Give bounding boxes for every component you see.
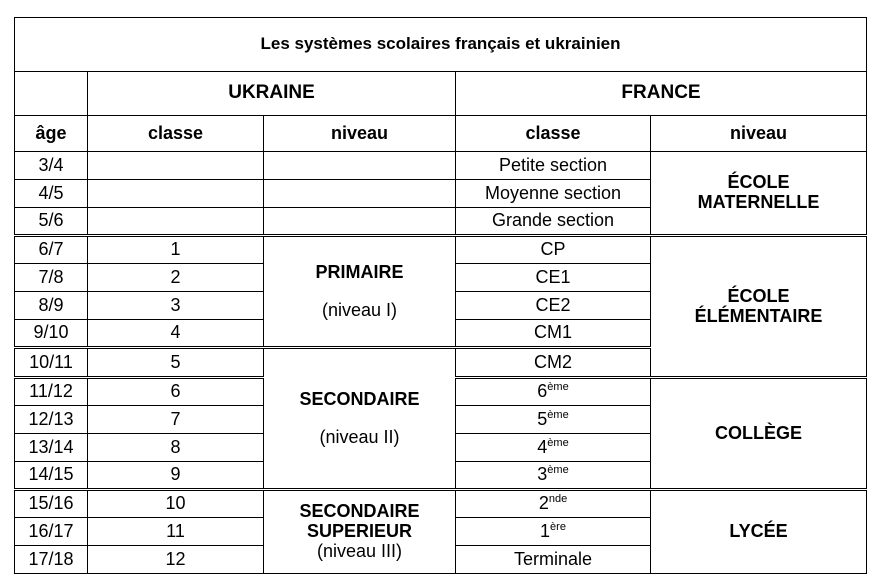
ua-classe-cell: 5 [88,348,264,378]
age-cell: 12/13 [15,406,88,434]
ua-niveau-secondaire: SECONDAIRE (niveau II) [264,348,456,490]
ua-classe-cell [88,208,264,236]
ua-niveau-header: niveau [264,116,456,152]
ua-niveau-empty [264,208,456,236]
age-cell: 6/7 [15,236,88,264]
fr-classe-cell: 1ère [456,518,651,546]
age-cell: 7/8 [15,264,88,292]
fr-classe-cell: 5ème [456,406,651,434]
fr-classe-cell: Grande section [456,208,651,236]
ua-niveau-superieur: SECONDAIRE SUPERIEUR (niveau III) [264,490,456,574]
ua-classe-cell: 2 [88,264,264,292]
fr-classe-cell: 4ème [456,434,651,462]
ua-niveau-primaire: PRIMAIRE (niveau I) [264,236,456,348]
fr-classe-cell: 2nde [456,490,651,518]
table-title: Les systèmes scolaires français et ukrainien [15,18,867,72]
fr-classe-cell: CM1 [456,320,651,348]
age-cell: 11/12 [15,378,88,406]
age-cell: 10/11 [15,348,88,378]
france-header: FRANCE [456,72,867,116]
ua-classe-cell: 9 [88,462,264,490]
fr-classe-cell: CP [456,236,651,264]
fr-niveau-lycee: LYCÉE [651,490,867,574]
fr-niveau-maternelle: ÉCOLE MATERNELLE [651,152,867,236]
fr-niveau-header: niveau [651,116,867,152]
age-cell: 17/18 [15,546,88,574]
fr-classe-cell: 3ème [456,462,651,490]
ua-classe-header: classe [88,116,264,152]
fr-classe-cell: CE1 [456,264,651,292]
empty-corner-cell [15,72,88,116]
ua-classe-cell: 1 [88,236,264,264]
age-header: âge [15,116,88,152]
age-cell: 4/5 [15,180,88,208]
age-cell: 13/14 [15,434,88,462]
age-cell: 14/15 [15,462,88,490]
fr-classe-cell: CE2 [456,292,651,320]
ua-classe-cell: 12 [88,546,264,574]
ua-classe-cell: 10 [88,490,264,518]
fr-classe-cell: 6ème [456,378,651,406]
fr-classe-cell: Terminale [456,546,651,574]
ua-niveau-empty [264,180,456,208]
ua-classe-cell: 8 [88,434,264,462]
age-cell: 16/17 [15,518,88,546]
age-cell: 3/4 [15,152,88,180]
ua-classe-cell [88,180,264,208]
fr-classe-header: classe [456,116,651,152]
ua-niveau-empty [264,152,456,180]
fr-niveau-college: COLLÈGE [651,378,867,490]
ua-classe-cell: 7 [88,406,264,434]
ua-classe-cell [88,152,264,180]
ua-classe-cell: 4 [88,320,264,348]
ukraine-header: UKRAINE [88,72,456,116]
fr-classe-cell: Moyenne section [456,180,651,208]
fr-classe-cell: Petite section [456,152,651,180]
ua-classe-cell: 6 [88,378,264,406]
age-cell: 9/10 [15,320,88,348]
fr-niveau-elementaire: ÉCOLE ÉLÉMENTAIRE [651,236,867,378]
ua-classe-cell: 11 [88,518,264,546]
ua-classe-cell: 3 [88,292,264,320]
fr-classe-cell: CM2 [456,348,651,378]
age-cell: 8/9 [15,292,88,320]
school-systems-table [14,17,867,574]
age-cell: 15/16 [15,490,88,518]
age-cell: 5/6 [15,208,88,236]
